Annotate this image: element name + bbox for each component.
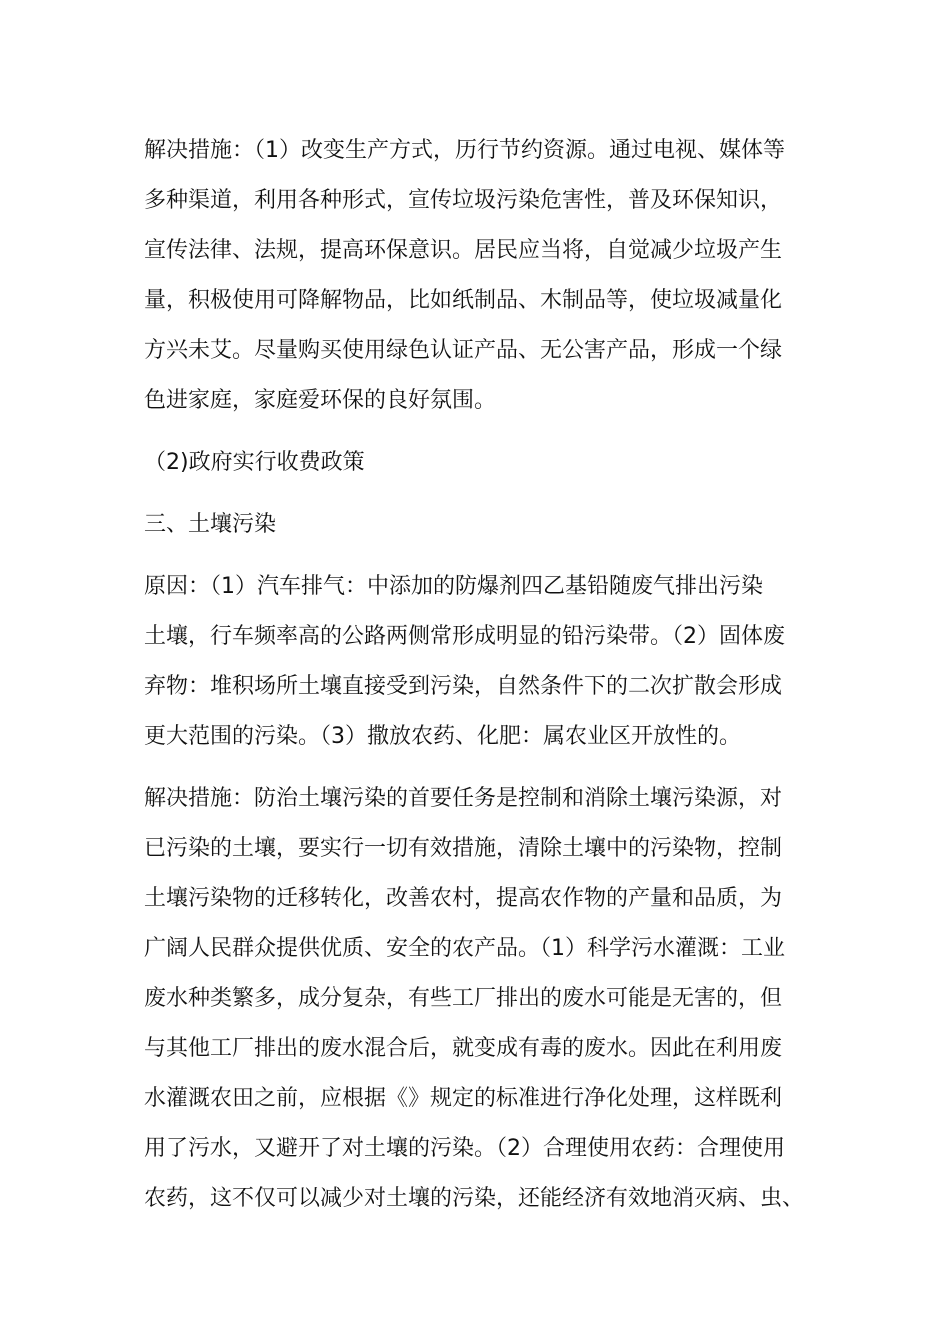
text-line: 解决措施：（1）改变生产方式，历行节约资源。通过电视、媒体等	[144, 138, 785, 163]
text-line: 水灌溉农田之前，应根据《》规定的标准进行净化处理，这样既利	[144, 1086, 783, 1111]
paragraph-spacer	[144, 762, 812, 774]
text-line: （2)政府实行收费政策	[144, 450, 365, 475]
text-line: 广阔人民群众提供优质、安全的农产品。（1）科学污水灌溉：工业	[144, 936, 785, 961]
paragraph-spacer	[144, 550, 812, 562]
text-line: 已污染的土壤，要实行一切有效措施，清除土壤中的污染物，控制	[144, 836, 783, 861]
paragraph-fee-policy	[144, 438, 812, 488]
text-line: 土壤，行车频率高的公路两侧常形成明显的铅污染带。（2）固体废	[144, 624, 785, 649]
text-line: 宣传法律、法规，提高环保意识。居民应当将，自觉减少垃圾产生	[144, 238, 783, 263]
text-line: 弃物：堆积场所土壤直接受到污染，自然条件下的二次扩散会形成	[144, 674, 783, 699]
section-heading-soil-pollution	[144, 500, 812, 550]
paragraph-soil-causes	[144, 562, 812, 762]
text-line: 土壤污染物的迁移转化，改善农村，提高农作物的产量和品质，为	[144, 886, 783, 911]
text-line: 多种渠道，利用各种形式，宣传垃圾污染危害性，普及环保知识，	[144, 188, 783, 213]
text-line: 解决措施：防治土壤污染的首要任务是控制和消除土壤污染源，对	[144, 786, 783, 811]
document-body	[144, 126, 812, 1224]
paragraph-waste-measures	[144, 126, 812, 426]
text-line: 量，积极使用可降解物品，比如纸制品、木制品等，使垃圾减量化	[144, 288, 783, 313]
text-line: 更大范围的污染。（3）撒放农药、化肥：属农业区开放性的。	[144, 724, 741, 749]
text-line: 方兴未艾。尽量购买使用绿色认证产品、无公害产品，形成一个绿	[144, 338, 783, 363]
paragraph-soil-measures	[144, 774, 812, 1224]
paragraph-spacer	[144, 488, 812, 500]
text-line: 与其他工厂排出的废水混合后，就变成有毒的废水。因此在利用废	[144, 1036, 783, 1061]
heading-line: 三、土壤污染	[144, 512, 277, 537]
text-line: 用了污水，又避开了对土壤的污染。（2）合理使用农药：合理使用	[144, 1136, 785, 1161]
text-line: 色进家庭，家庭爱环保的良好氛围。	[144, 388, 497, 413]
text-line: 农药，这不仅可以减少对土壤的污染，还能经济有效地消灭病、虫、	[144, 1186, 805, 1211]
paragraph-spacer	[144, 426, 812, 438]
text-line: 原因：（1）汽车排气：中添加的防爆剂四乙基铅随废气排出污染	[144, 574, 763, 599]
text-line: 废水种类繁多，成分复杂，有些工厂排出的废水可能是无害的，但	[144, 986, 783, 1011]
